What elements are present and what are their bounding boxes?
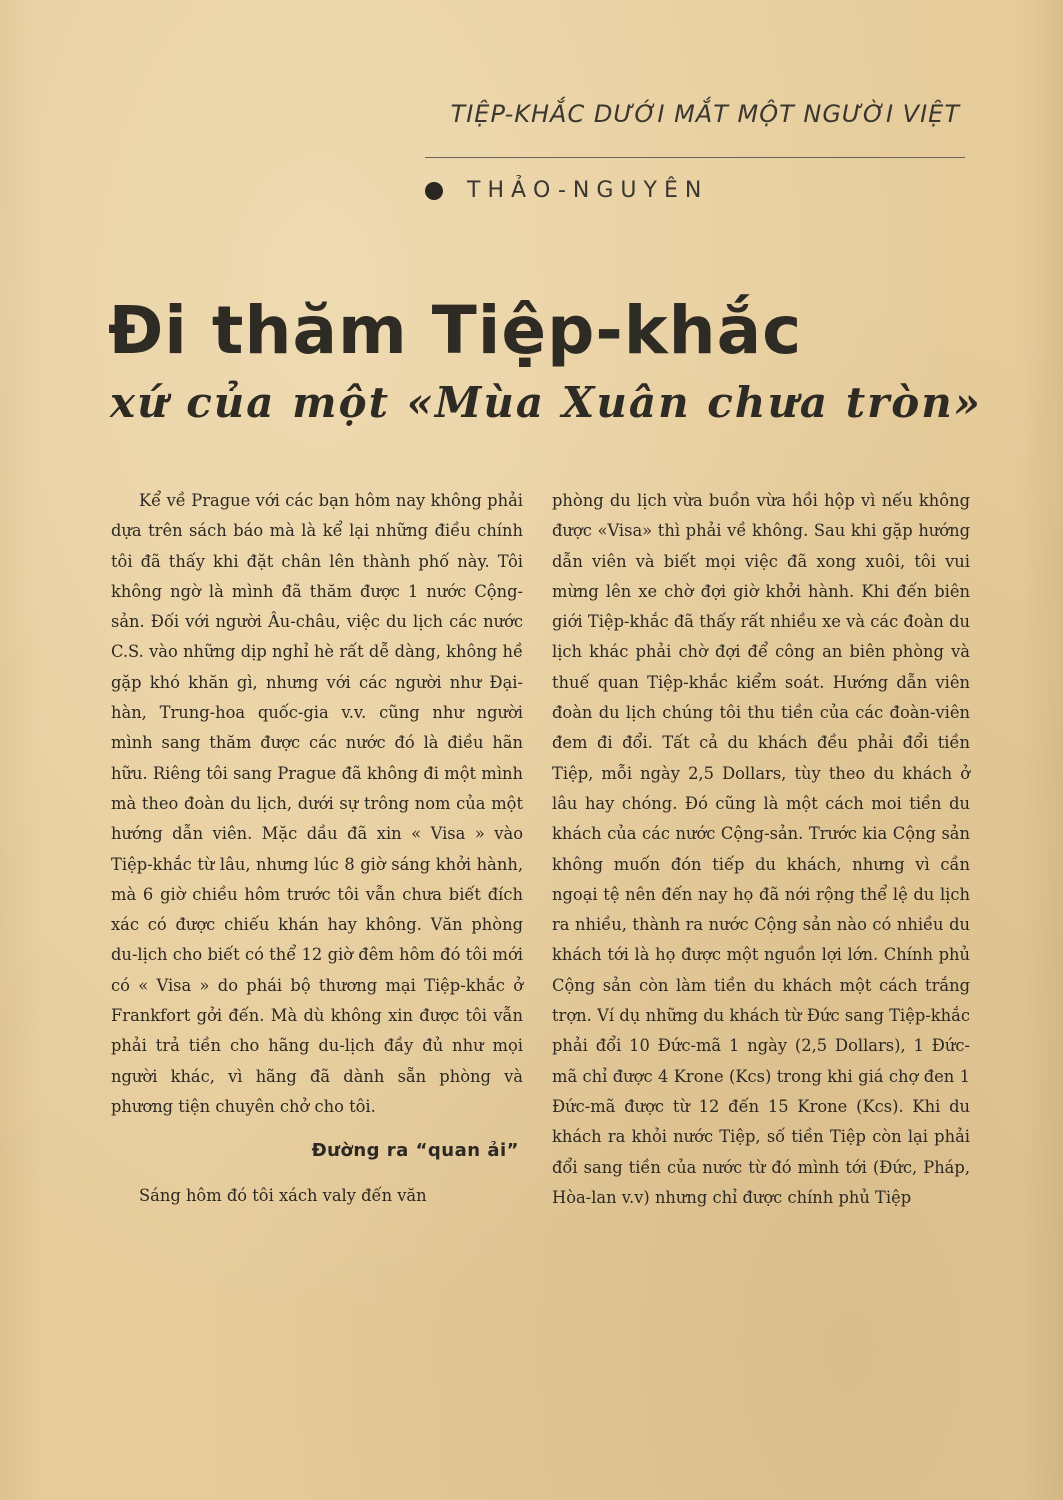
left-column xyxy=(111,486,523,1211)
author-name: THẢO-NGUYÊN xyxy=(467,178,709,203)
series-heading: TIỆP-KHẮC DƯỚI MẮT MỘT NGƯỜI VIỆT xyxy=(450,100,960,128)
right-column xyxy=(552,486,970,1213)
body-paragraph: Sáng hôm đó tôi xách valy đến văn xyxy=(139,1185,427,1205)
header-rule xyxy=(425,157,965,158)
author-line xyxy=(425,178,708,203)
article-title: Đi thăm Tiệp-khắc xyxy=(108,292,803,369)
bullet-icon xyxy=(425,182,443,200)
section-heading: Đường ra “quan ải” xyxy=(311,1140,519,1162)
body-paragraph: phòng du lịch vừa buồn vừa hồi hộp vì nếu không được «Visa» thì phải về không. Sau khi gặp hướng dẫn viên và biết mọi việc đã xong xuôi, tôi vui mừng lên xe chờ đợi giờ khởi hành. Khi đến biên giới Tiệp-khắc đã thấy rất nhiều xe và các đoàn du lịch khác phải chờ đợi để công an biên phòng và thuế quan Tiệp-khắc kiểm soát. Hướng dẫn viên đoàn du lịch chúng tôi thu tiền của các đoàn-viên đem đi đổi. Tất cả du khách đều phải đổi tiền Tiệp, mỗi ngày 2,5 Dollars, tùy theo du khách ở lâu hay chóng. Đó cũng là một cách moi tiền du khách của các nước Cộng-sản. Trước kia Cộng sản không muốn đón tiếp du khách, nhưng vì cần ngoại tệ nên đến nay họ đã nới rộng thể lệ du lịch ra nhiều, thành ra nước Cộng sản nào có nhiều du khách tới là họ được một nguồn lợi lớn. Chính phủ Cộng sản còn làm tiền du khách một cách trắng trợn. Ví dụ những du khách từ Đức sang Tiệp-khắc phải đổi 10 Đức-mã 1 ngày (2,5 Dollars), 1 Đức-mã chỉ được 4 Krone (Kcs) trong khi giá chợ đen 1 Đức-mã được từ 12 đến 15 Krone (Kcs). Khi du khách ra khỏi nước Tiệp, số tiền Tiệp còn lại phải đổi sang tiền của nước từ đó mình tới (Đức, Pháp, Hòa-lan v.v) nhưng chỉ được chính phủ Tiệp xyxy=(552,491,970,1207)
article-subtitle: xứ của một «Mùa Xuân chưa tròn» xyxy=(110,378,983,427)
body-paragraph: Kể về Prague với các bạn hôm nay không phải dựa trên sách báo mà là kể lại những điều chính tôi đã thấy khi đặt chân lên thành phố này. Tôi không ngờ là mình đã thăm được 1 nước Cộng-sản. Đối với người Âu-châu, việc du lịch các nước C.S. vào những dịp nghỉ hè rất dễ dàng, không hề gặp khó khăn gì, nhưng với các người như Đại-hàn, Trung-hoa quốc-gia v.v. cũng như người mình sang thăm được các nước đó là điều hãn hữu. Riêng tôi sang Prague đã không đi một mình mà theo đoàn du lịch, dưới sự trông nom của một hướng dẫn viên. Mặc dầu đã xin « Visa » vào Tiệp-khắc từ lâu, nhưng lúc 8 giờ sáng khởi hành, mà 6 giờ chiều hôm trước tôi vẫn chưa biết đích xác có được chiếu khán hay không. Văn phòng du-lịch cho biết có thể 12 giờ đêm hôm đó tôi mới có « Visa » do phái bộ thương mại Tiệp-khắc ở Frankfort gởi đến. Mà dù không xin được tôi vẫn phải trả tiền cho hãng du-lịch đầy đủ như mọi người khác, vì hãng đã dành sẵn phòng và phương tiện chuyên chở cho tôi. xyxy=(111,491,523,1116)
